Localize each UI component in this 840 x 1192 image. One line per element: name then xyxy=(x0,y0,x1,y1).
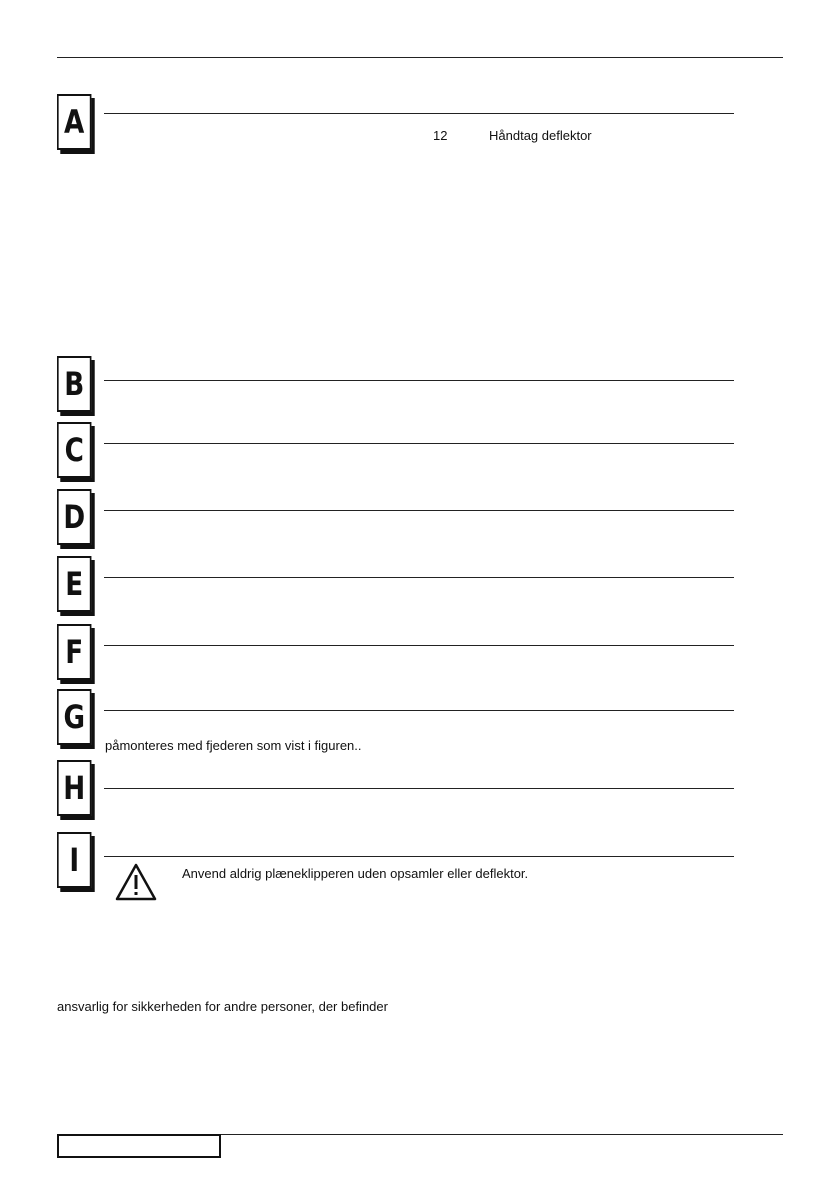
section-rule-i xyxy=(104,856,734,857)
warning-line-1: Anvend aldrig plæneklipperen uden opsamler eller deflektor. xyxy=(182,866,529,881)
section-rule-f xyxy=(104,645,734,646)
section-badge-i: I xyxy=(57,832,91,888)
section-badge-d: D xyxy=(57,489,91,545)
section-badge-a: A xyxy=(57,94,91,150)
warning-icon xyxy=(114,862,158,902)
section-rule-c xyxy=(104,443,734,444)
section-badge-h: H xyxy=(57,760,91,816)
header-rule xyxy=(57,57,783,58)
section-badge-c: C xyxy=(57,422,91,478)
footer-page-box xyxy=(57,1134,221,1158)
section-g-note: påmonteres med fjederen som vist i figuren.. xyxy=(105,738,362,753)
section-rule-e xyxy=(104,577,734,578)
section-badge-e: E xyxy=(57,556,91,612)
section-rule-b xyxy=(104,380,734,381)
section-badge-f: F xyxy=(57,624,91,680)
section-rule-g xyxy=(104,710,734,711)
body-text-line: ansvarlig for sikkerheden for andre personer, der befinder xyxy=(57,999,388,1014)
section-badge-g: G xyxy=(57,689,91,745)
parts-item-label: Håndtag deflektor xyxy=(489,128,592,143)
parts-item-number: 12 xyxy=(433,128,448,143)
section-badge-b: B xyxy=(57,356,91,412)
section-rule-a xyxy=(104,113,734,114)
section-rule-h xyxy=(104,788,734,789)
section-rule-d xyxy=(104,510,734,511)
